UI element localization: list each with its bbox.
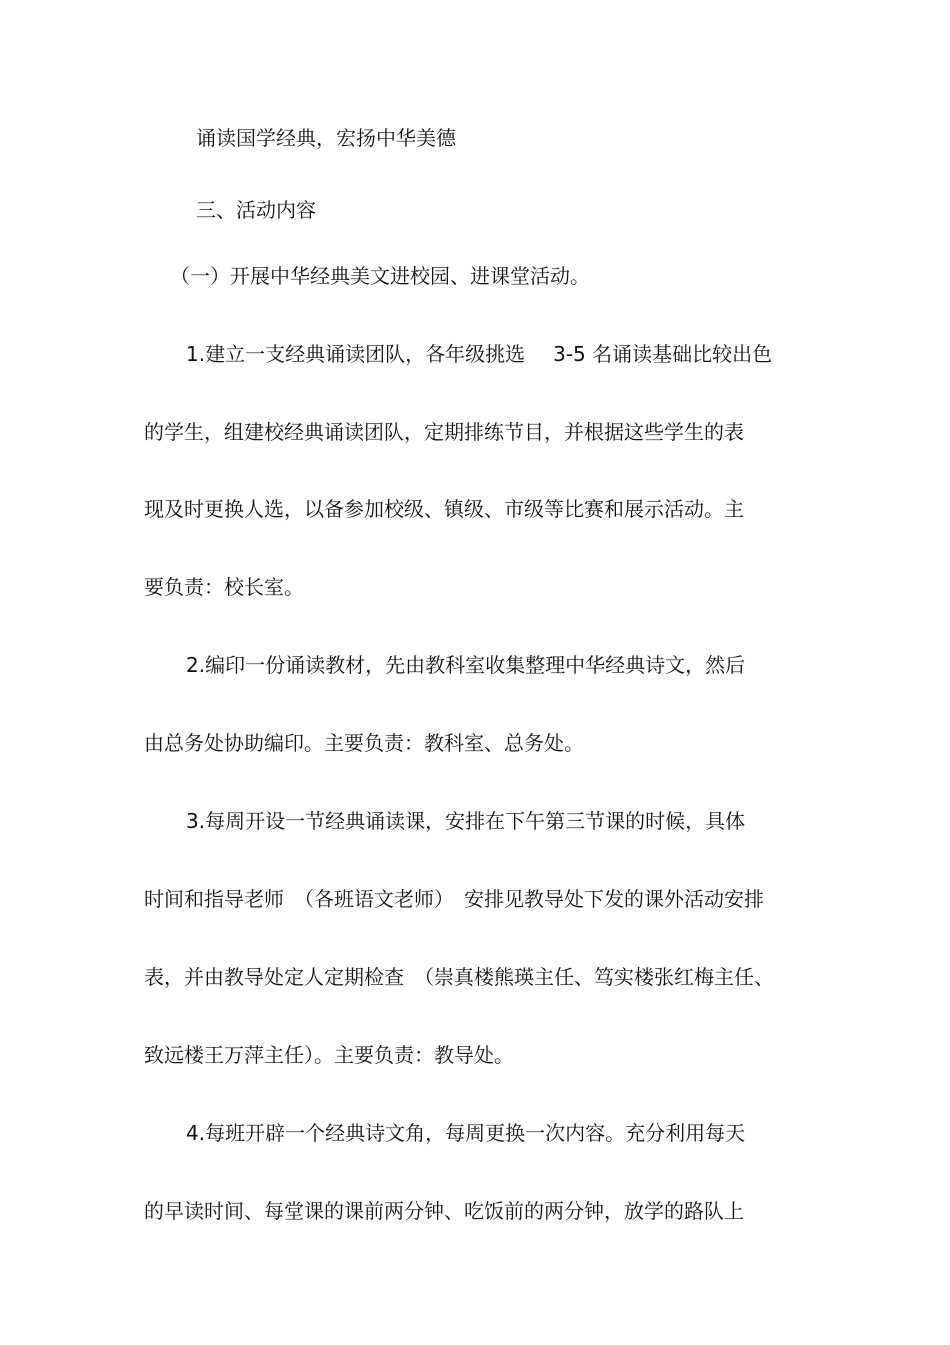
paragraph-text: （各班语文老师） xyxy=(294,887,454,911)
paragraph-4-line-1: 4.每班开辟一个经典诗文角，每周更换一次内容。充分利用每天 xyxy=(186,1121,746,1145)
paragraph-text: 3-5 名诵读基础比较出色 xyxy=(553,342,773,366)
paragraph-1-line-4: 要负责：校长室。 xyxy=(144,575,304,599)
paragraph-3-line-2 xyxy=(144,885,764,913)
paragraph-text: 安排见教导处下发的课外活动安排 xyxy=(464,887,764,911)
paragraph-2-line-2: 由总务处协助编印。主要负责：教科室、总务处。 xyxy=(144,731,584,755)
motto-line: 诵读国学经典，宏扬中华美德 xyxy=(196,126,456,150)
subsection-heading: （一）开展中华经典美文进校园、进课堂活动。 xyxy=(170,264,590,288)
paragraph-text: 表，并由教导处定人定期检查 xyxy=(144,965,404,989)
paragraph-text: 时间和指导老师 xyxy=(144,887,284,911)
section-heading: 三、活动内容 xyxy=(196,198,316,222)
paragraph-text: （崇真楼熊瑛主任、笃实楼张红梅主任、 xyxy=(414,965,774,989)
paragraph-3-line-3 xyxy=(144,963,774,991)
paragraph-1-line-1 xyxy=(186,340,772,368)
paragraph-3-line-1: 3.每周开设一节经典诵读课，安排在下午第三节课的时候，具体 xyxy=(186,809,746,833)
paragraph-text: 1.建立一支经典诵读团队，各年级挑选 xyxy=(186,342,526,366)
paragraph-1-line-2: 的学生，组建校经典诵读团队，定期排练节目，并根据这些学生的表 xyxy=(144,420,744,444)
paragraph-2-line-1: 2.编印一份诵读教材，先由教科室收集整理中华经典诗文，然后 xyxy=(186,653,746,677)
paragraph-1-line-3: 现及时更换人选，以备参加校级、镇级、市级等比赛和展示活动。主 xyxy=(144,497,744,521)
paragraph-4-line-2: 的早读时间、每堂课的课前两分钟、吃饭前的两分钟，放学的路队上 xyxy=(144,1199,744,1223)
paragraph-3-line-4: 致远楼王万萍主任）。主要负责：教导处。 xyxy=(144,1043,514,1067)
